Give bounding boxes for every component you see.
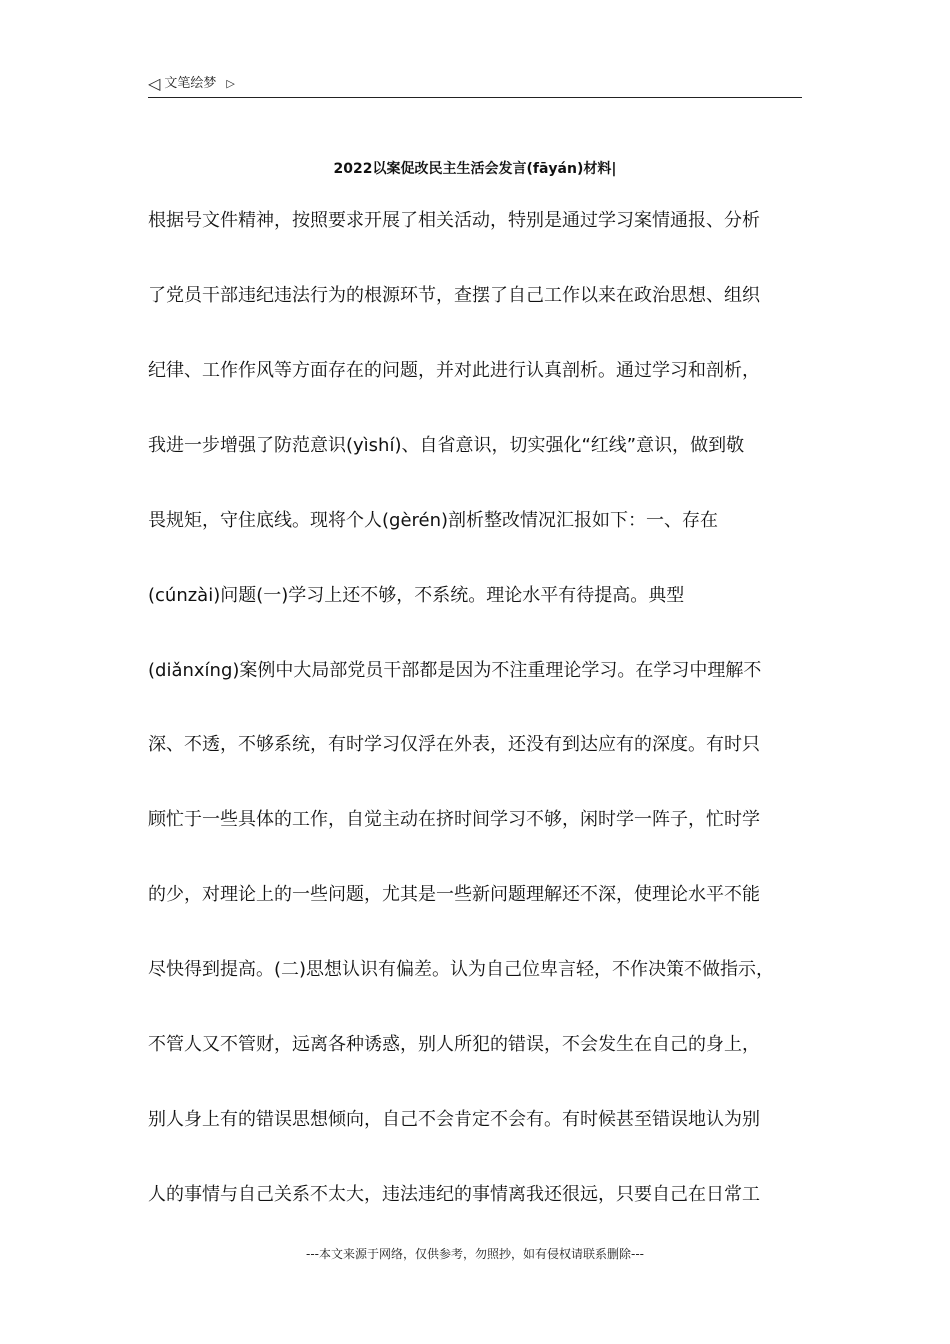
body-line: 深、不透，不够系统，有时学习仅浮在外表，还没有到达应有的深度。有时只 (148, 734, 760, 755)
body-line: 别人身上有的错误思想倾向，自己不会肯定不会有。有时候甚至错误地认为别 (148, 1109, 760, 1130)
body-line: (cúnzài)问题(一)学习上还不够，不系统。理论水平有待提高。典型 (148, 585, 685, 606)
body-line: 的少，对理论上的一些问题，尤其是一些新问题理解还不深，使理论水平不能 (148, 884, 760, 905)
body-line: 畏规矩，守住底线。现将个人(gèrén)剖析整改情况汇报如下：一、存在 (148, 510, 719, 531)
triangle-left-outline-icon: ◁ (148, 74, 161, 93)
body-line: (diǎnxíng)案例中大局部党员干部都是因为不注重理论学习。在学习中理解不 (148, 660, 762, 681)
body-line: 纪律、工作作风等方面存在的问题，并对此进行认真剖析。通过学习和剖析， (148, 360, 760, 381)
body-line: 根据号文件精神，按照要求开展了相关活动，特别是通过学习案情通报、分析 (148, 210, 760, 231)
body-line: 我进一步增强了防范意识(yìshí)、自省意识，切实强化“红线”意识，做到敬 (148, 435, 745, 456)
document-title: 2022以案促改民主生活会发言(fāyán)材料| (333, 161, 617, 177)
body-line: 顾忙于一些具体的工作，自觉主动在挤时间学习不够，闲时学一阵子，忙时学 (148, 809, 760, 830)
document-body (148, 0, 838, 1344)
page-footer: ---本文来源于网络，仅供参考，勿照抄，如有侵权请联系删除--- (306, 1247, 644, 1261)
body-line: 尽快得到提高。(二)思想认识有偏差。认为自己位卑言轻，不作决策不做指示， (148, 959, 775, 980)
triangle-right-outline-icon: ▷ (226, 77, 235, 90)
body-line: 人的事情与自己关系不太大，违法违纪的事情离我还很远，只要自己在日常工 (148, 1184, 760, 1205)
brand-name: 文笔绘梦 (164, 76, 217, 91)
body-line: 了党员干部违纪违法行为的根源环节，查摆了自己工作以来在政治思想、组织 (148, 285, 760, 306)
body-line: 不管人又不管财，远离各种诱惑，别人所犯的错误，不会发生在自己的身上， (148, 1034, 760, 1055)
